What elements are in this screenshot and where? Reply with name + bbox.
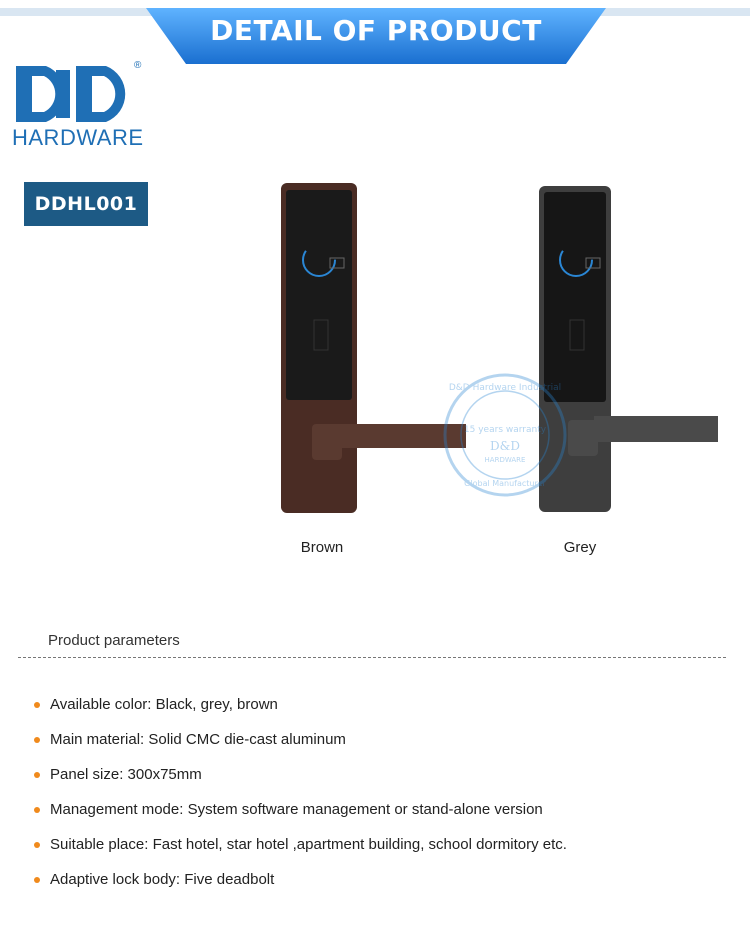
dashed-divider — [18, 657, 726, 658]
bullet-dot-icon — [34, 877, 40, 883]
watermark-line2: 15 years warranty — [463, 425, 547, 435]
warranty-watermark-icon — [440, 370, 570, 500]
parameters-title: Product parameters — [48, 632, 180, 649]
parameter-text: Panel size: 300x75mm — [50, 766, 202, 783]
grey-label: Grey — [563, 539, 597, 556]
banner-title: DETAIL OF PRODUCT — [210, 14, 542, 47]
list-item — [34, 765, 567, 800]
bullet-dot-icon — [34, 842, 40, 848]
bullet-dot-icon — [34, 737, 40, 743]
parameter-text: Main material: Solid CMC die-cast aluminum — [50, 731, 346, 748]
bullet-dot-icon — [34, 772, 40, 778]
watermark-line5: Global Manufacturer — [464, 479, 546, 488]
parameter-list — [34, 695, 567, 905]
brown-label: Brown — [300, 539, 344, 556]
list-item — [34, 870, 567, 905]
parameter-text: Adaptive lock body: Five deadbolt — [50, 871, 275, 888]
list-item — [34, 695, 567, 730]
parameter-text: Available color: Black, grey, brown — [50, 696, 278, 713]
parameter-text: Suitable place: Fast hotel, star hotel ,apartment building, school dormitory etc. — [50, 836, 567, 853]
bullet-dot-icon — [34, 807, 40, 813]
list-item — [34, 730, 567, 765]
watermark-line3: D&D — [490, 439, 520, 453]
model-badge: DDHL001 — [24, 182, 148, 226]
bullet-dot-icon — [34, 702, 40, 708]
brand-wordmark: HARDWARE — [12, 125, 144, 150]
list-item — [34, 835, 567, 870]
parameter-text: Management mode: System software management or stand-alone version — [50, 801, 543, 818]
watermark-line4: HARDWARE — [484, 456, 526, 464]
watermark-line1: D&D Hardware Industrial — [448, 383, 562, 393]
list-item — [34, 800, 567, 835]
registered-mark: ® — [134, 60, 142, 71]
